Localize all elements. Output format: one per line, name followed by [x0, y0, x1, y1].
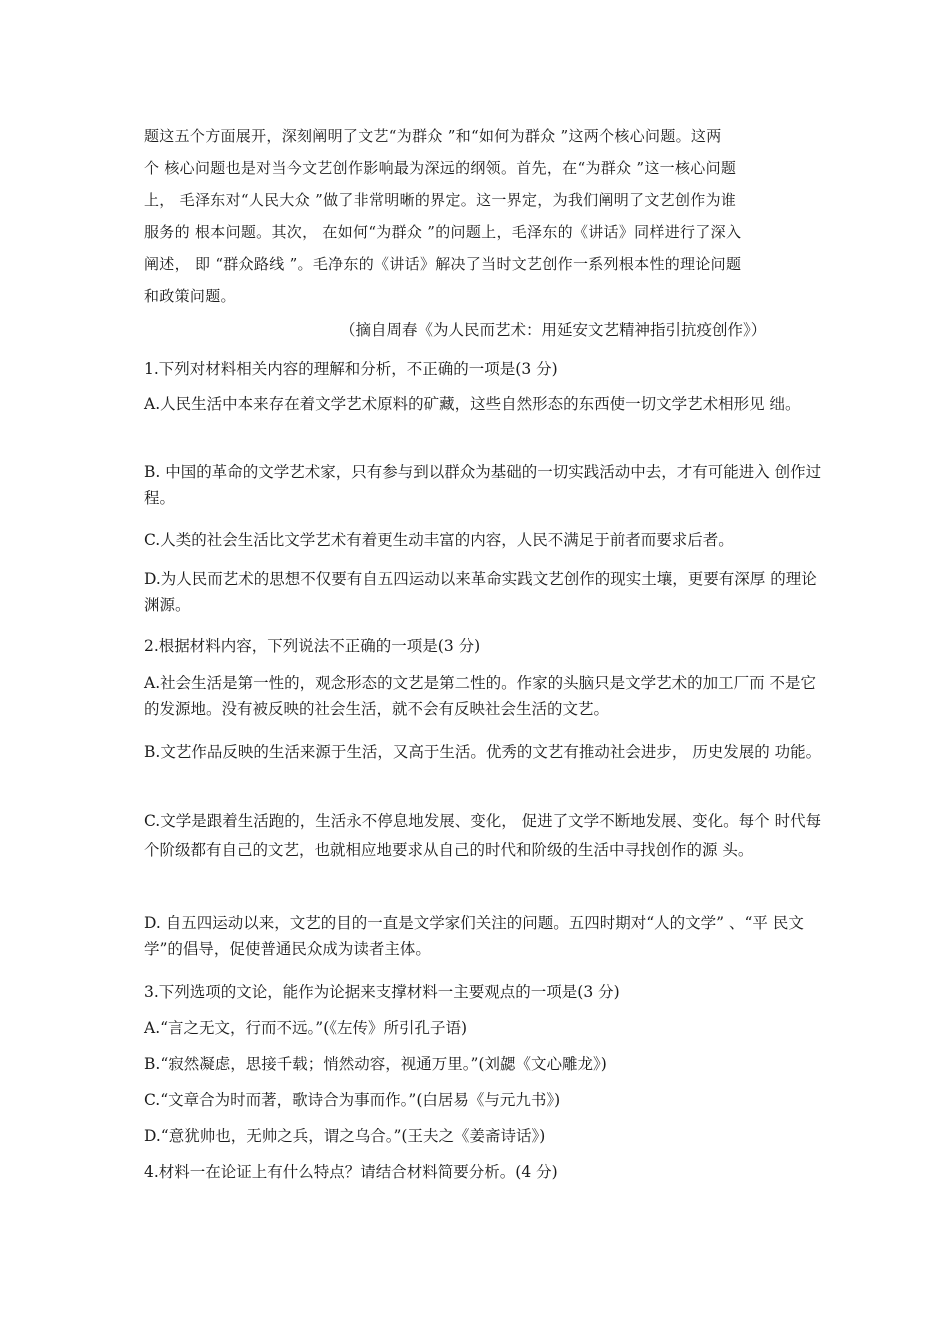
question-3-option-a: A.“言之无文，行而不远。”(《左传》所引孔子语) — [144, 1019, 468, 1037]
question-3-option-d: D.“意犹帅也，无帅之兵，谓之乌合。”(王夫之《姜斋诗话》) — [144, 1127, 546, 1145]
question-1-option-b: B. 中国的革命的文学艺术家，只有参与到以群众为基础的一切实践活动中去，才有可能进入 创作过程。 — [144, 463, 822, 507]
question-3-option-c: C.“文章合为时而著，歌诗合为事而作。”(白居易《与元九书》) — [144, 1091, 561, 1109]
passage-line: 和政策问题。 — [144, 287, 236, 305]
question-2-option-d: D. 自五四运动以来，文艺的目的一直是文学家们关注的问题。五四时期对“人的文学” 、“平 民文学”的倡导，促使普通民众成为读者主体。 — [144, 914, 804, 958]
passage-line: 个 核心问题也是对当今文艺创作影响最为深远的纲领。首先，在“为群众 ”这一核心问题 — [144, 159, 737, 177]
question-1-stem: 1.下列对材料相关内容的理解和分析，不正确的一项是(3 分) — [144, 360, 558, 378]
passage-text — [144, 120, 824, 312]
question-3-stem: 3.下列选项的文论，能作为论据来支撑材料一主要观点的一项是(3 分) — [144, 983, 620, 1001]
question-1-option-a: A.人民生活中本来存在着文学艺术原料的矿藏，这些自然形态的东西使一切文学艺术相形见 绌。 — [144, 395, 801, 413]
question-3-option-b: B.“寂然凝虑，思接千载；悄然动容，视通万里。”(刘勰《文心雕龙》) — [144, 1055, 607, 1073]
question-1-option-d: D.为人民而艺术的思想不仅要有自五四运动以来革命实践文艺创作的现实土壤，更要有深厚 的理论渊源。 — [144, 570, 817, 614]
question-2-option-c: C.文学是跟着生活跑的，生活永不停息地发展、变化， 促进了文学不断地发展、变化。每个 时代每个阶级都有自己的文艺，也就相应地要求从自己的时代和阶级的生活中寻找创作的源 头。 — [144, 812, 822, 859]
question-4-stem: 4.材料一在论证上有什么特点？请结合材料简要分析。(4 分) — [144, 1163, 558, 1181]
passage-source: （摘自周春《为人民而艺术：用延安文艺精神指引抗疫创作》） — [340, 321, 767, 339]
passage-line: 上， 毛泽东对“人民大众 ”做了非常明晰的界定。这一界定，为我们阐明了文艺创作为谁 — [144, 191, 737, 209]
question-2-option-b: B.文艺作品反映的生活来源于生活，又高于生活。优秀的文艺有推动社会进步， 历史发展的 功能。 — [144, 743, 822, 761]
passage-line: 阐述， 即 “群众路线 ”。毛净东的《讲话》解决了当时文艺创作一系列根本性的理论问题 — [144, 255, 742, 273]
passage-line: 服务的 根本问题。其次， 在如何“为群众 ”的问题上，毛泽东的《讲话》同样进行了深入 — [144, 223, 742, 241]
question-1-option-c: C.人类的社会生活比文学艺术有着更生动丰富的内容，人民不满足于前者而要求后者。 — [144, 531, 734, 549]
question-2-stem: 2.根据材料内容，下列说法不正确的一项是(3 分) — [144, 637, 481, 655]
question-2-option-a: A.社会生活是第一性的，观念形态的文艺是第二性的。作家的头脑只是文学艺术的加工厂而 不是它的发源地。没有被反映的社会生活，就不会有反映社会生活的文艺。 — [144, 674, 817, 718]
passage-line: 题这五个方面展开，深刻阐明了文艺“为群众 ”和“如何为群众 ”这两个核心问题。这两 — [144, 127, 722, 145]
